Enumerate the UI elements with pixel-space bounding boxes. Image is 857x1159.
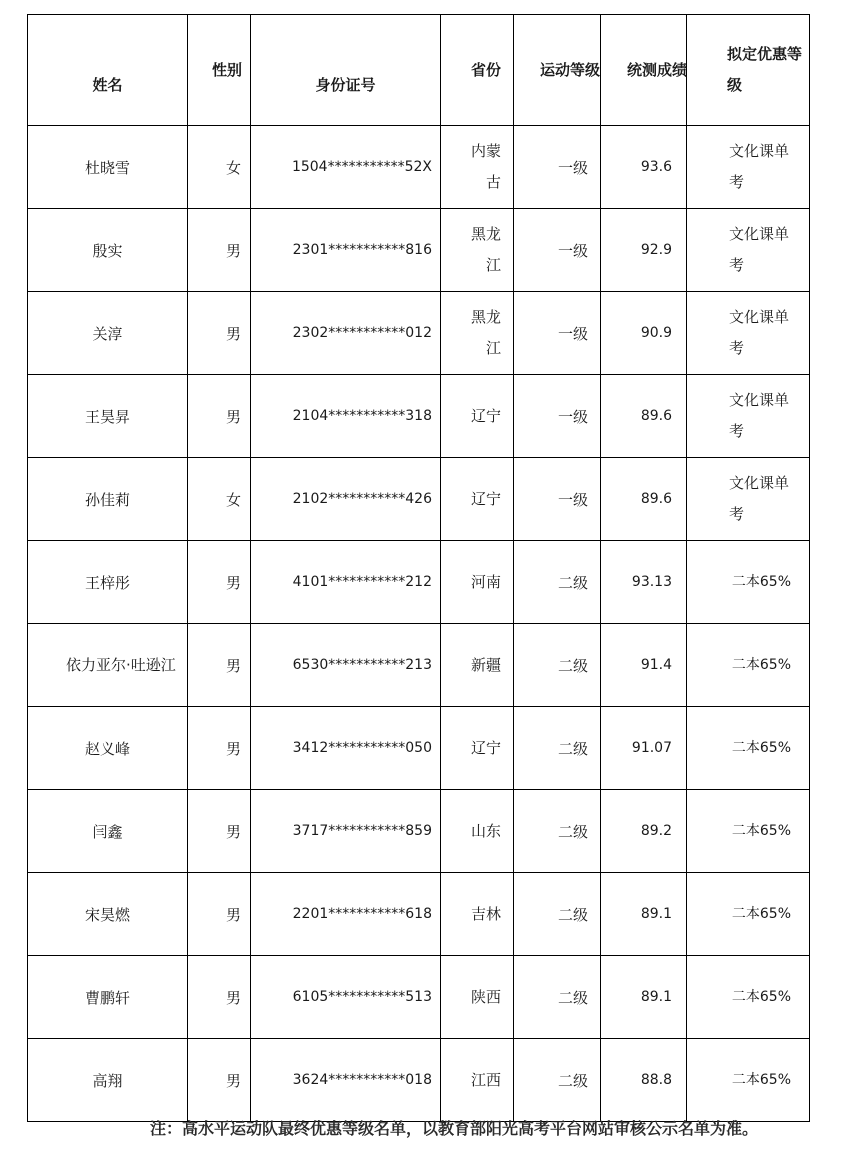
cell-name: 闫鑫 <box>28 790 188 873</box>
cell-province: 黑龙江 <box>441 292 514 375</box>
cell-sex: 女 <box>188 458 251 541</box>
cell-score: 92.9 <box>601 209 687 292</box>
cell-province: 河南 <box>441 541 514 624</box>
cell-level: 一级 <box>514 126 601 209</box>
cell-sex: 男 <box>188 956 251 1039</box>
cell-preference: 二本65% <box>687 873 810 956</box>
cell-level: 二级 <box>514 956 601 1039</box>
cell-level: 二级 <box>514 790 601 873</box>
cell-score: 93.13 <box>601 541 687 624</box>
cell-preference: 二本65% <box>687 624 810 707</box>
table-row <box>28 1039 810 1122</box>
cell-id: 3624***********018 <box>251 1039 441 1122</box>
cell-sex: 女 <box>188 126 251 209</box>
cell-province: 陕西 <box>441 956 514 1039</box>
cell-id: 1504***********52X <box>251 126 441 209</box>
cell-id: 3412***********050 <box>251 707 441 790</box>
cell-score: 91.07 <box>601 707 687 790</box>
table-row <box>28 707 810 790</box>
cell-score: 89.1 <box>601 956 687 1039</box>
cell-id: 6530***********213 <box>251 624 441 707</box>
cell-province: 辽宁 <box>441 707 514 790</box>
cell-preference: 二本65% <box>687 707 810 790</box>
header-id: 身份证号 <box>251 15 441 126</box>
header-level: 运动等级 <box>514 15 601 126</box>
cell-preference: 二本65% <box>687 956 810 1039</box>
cell-id: 2102***********426 <box>251 458 441 541</box>
cell-level: 二级 <box>514 873 601 956</box>
cell-id: 3717***********859 <box>251 790 441 873</box>
cell-level: 一级 <box>514 292 601 375</box>
cell-score: 89.1 <box>601 873 687 956</box>
cell-score: 88.8 <box>601 1039 687 1122</box>
cell-score: 89.6 <box>601 458 687 541</box>
header-sex: 性别 <box>188 15 251 126</box>
cell-id: 4101***********212 <box>251 541 441 624</box>
footnote: 注：高水平运动队最终优惠等级名单，以教育部阳光高考平台网站审核公示名单为准。 <box>150 1119 759 1138</box>
cell-level: 二级 <box>514 707 601 790</box>
cell-name: 关淳 <box>28 292 188 375</box>
table-row <box>28 458 810 541</box>
cell-name: 杜晓雪 <box>28 126 188 209</box>
cell-level: 二级 <box>514 1039 601 1122</box>
cell-preference: 文化课单考 <box>687 458 810 541</box>
cell-sex: 男 <box>188 873 251 956</box>
cell-preference: 二本65% <box>687 541 810 624</box>
cell-preference: 文化课单考 <box>687 126 810 209</box>
cell-province: 辽宁 <box>441 375 514 458</box>
cell-sex: 男 <box>188 209 251 292</box>
cell-name: 赵义峰 <box>28 707 188 790</box>
cell-score: 90.9 <box>601 292 687 375</box>
header-score: 统测成绩 <box>601 15 687 126</box>
table-row <box>28 873 810 956</box>
cell-id: 2104***********318 <box>251 375 441 458</box>
cell-level: 一级 <box>514 458 601 541</box>
cell-name: 依力亚尔·吐逊江 <box>28 624 188 707</box>
cell-name: 王昊昇 <box>28 375 188 458</box>
table-row <box>28 126 810 209</box>
table-row <box>28 292 810 375</box>
cell-level: 一级 <box>514 375 601 458</box>
cell-score: 91.4 <box>601 624 687 707</box>
cell-id: 6105***********513 <box>251 956 441 1039</box>
cell-score: 89.6 <box>601 375 687 458</box>
cell-score: 93.6 <box>601 126 687 209</box>
roster-table <box>27 14 810 1122</box>
cell-preference: 二本65% <box>687 790 810 873</box>
header-preference: 拟定优惠等级 <box>687 15 810 126</box>
cell-province: 吉林 <box>441 873 514 956</box>
cell-level: 二级 <box>514 624 601 707</box>
cell-id: 2201***********618 <box>251 873 441 956</box>
table-row <box>28 790 810 873</box>
cell-id: 2301***********816 <box>251 209 441 292</box>
cell-province: 江西 <box>441 1039 514 1122</box>
cell-province: 山东 <box>441 790 514 873</box>
cell-sex: 男 <box>188 624 251 707</box>
header-name: 姓名 <box>28 15 188 126</box>
cell-province: 内蒙古 <box>441 126 514 209</box>
cell-name: 殷实 <box>28 209 188 292</box>
header-row <box>28 15 810 126</box>
cell-preference: 文化课单考 <box>687 375 810 458</box>
cell-preference: 文化课单考 <box>687 292 810 375</box>
table-row <box>28 624 810 707</box>
cell-sex: 男 <box>188 375 251 458</box>
cell-name: 宋昊燃 <box>28 873 188 956</box>
cell-level: 二级 <box>514 541 601 624</box>
cell-sex: 男 <box>188 1039 251 1122</box>
cell-province: 辽宁 <box>441 458 514 541</box>
cell-name: 孙佳莉 <box>28 458 188 541</box>
cell-name: 曹鹏轩 <box>28 956 188 1039</box>
cell-preference: 二本65% <box>687 1039 810 1122</box>
cell-score: 89.2 <box>601 790 687 873</box>
table-row <box>28 375 810 458</box>
cell-sex: 男 <box>188 541 251 624</box>
cell-name: 高翔 <box>28 1039 188 1122</box>
cell-preference: 文化课单考 <box>687 209 810 292</box>
table-row <box>28 209 810 292</box>
cell-level: 一级 <box>514 209 601 292</box>
cell-province: 黑龙江 <box>441 209 514 292</box>
cell-province: 新疆 <box>441 624 514 707</box>
cell-name: 王梓彤 <box>28 541 188 624</box>
table-row <box>28 956 810 1039</box>
cell-sex: 男 <box>188 707 251 790</box>
table-body <box>28 126 810 1122</box>
table-row <box>28 541 810 624</box>
cell-id: 2302***********012 <box>251 292 441 375</box>
header-province: 省份 <box>441 15 514 126</box>
cell-sex: 男 <box>188 292 251 375</box>
cell-sex: 男 <box>188 790 251 873</box>
